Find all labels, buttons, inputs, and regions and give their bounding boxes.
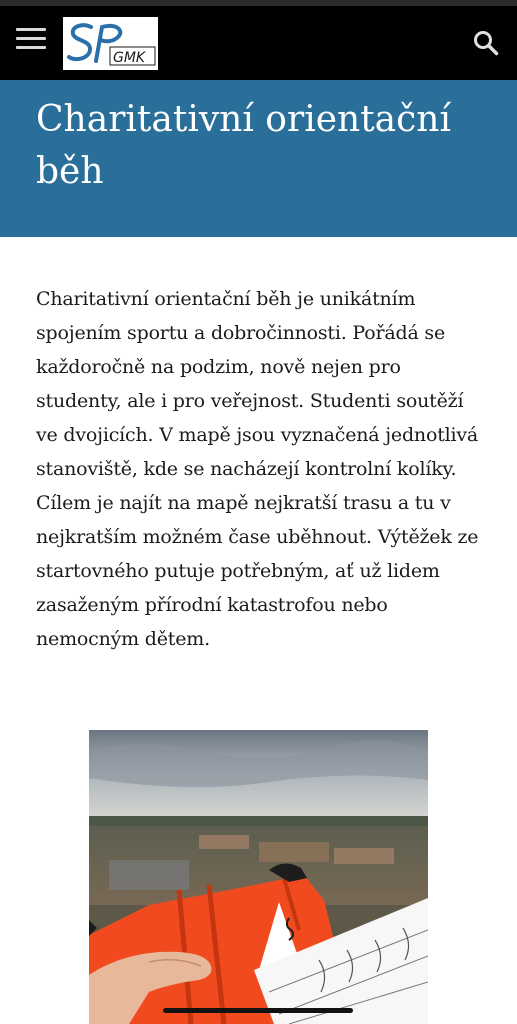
page-header-banner: [0, 80, 517, 237]
page-title: Charitativní orientační běh: [36, 99, 451, 192]
logo-graphic: [63, 17, 158, 70]
article-body: Charitativní orientační běh je unikátním spojením sportu a dobročinnosti. Pořádá se každoročně na podzim, nově nejen pro studenty, ale i pro veřejnost. Studenti soutěží ve dvojicích. V mapě jsou vyznačená jednotlivá stanoviště, kde se nacházejí kontrolní kolíky. Cílem je najít na mapě nejkratší trasu a tu v nejkratším možném čase uběhnout. Výtěžek ze startovného putuje potřebným, ať už lidem zasaženým přírodní katastrofou nebo nemocným dětem.: [36, 288, 479, 650]
site-logo[interactable]: [63, 17, 158, 70]
search-icon[interactable]: [473, 30, 499, 56]
hamburger-menu-icon[interactable]: [16, 28, 46, 52]
article-photo: [89, 730, 428, 1024]
top-navigation-bar: [0, 0, 517, 80]
home-indicator: [163, 1008, 353, 1013]
status-strip: [0, 0, 517, 6]
svg-text:GMK: GMK: [113, 50, 146, 66]
